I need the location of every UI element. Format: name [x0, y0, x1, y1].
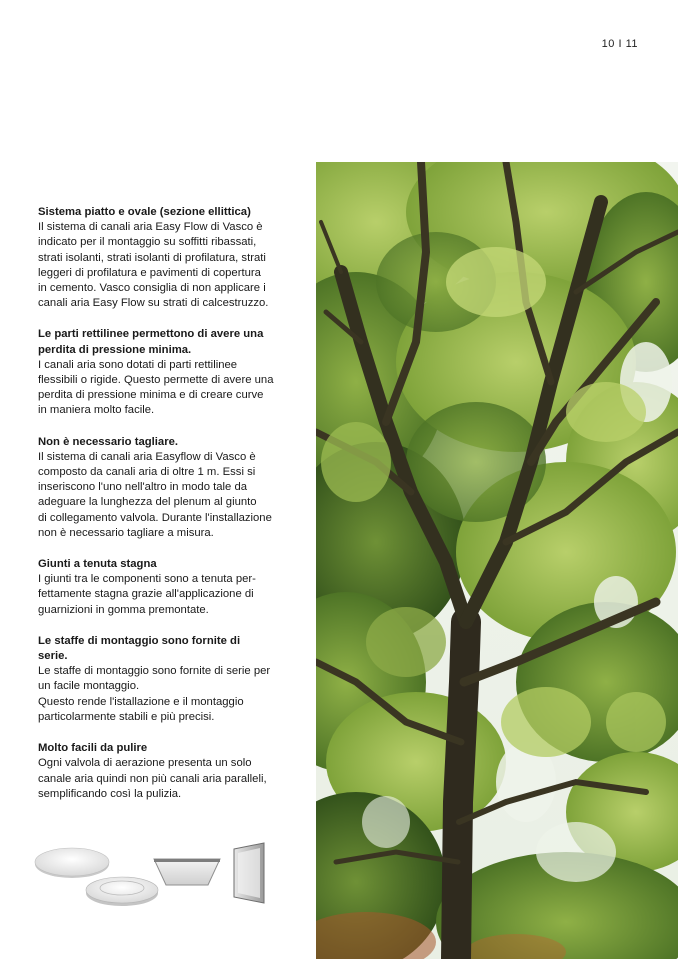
round-valve-image: [35, 848, 109, 878]
section-body: Il sistema di canali aria Easy Flow di Vasco è indicato per il montaggio su soffitti ribassati, strati isolanti, strati isolanti di profilatura, strati leggeri di profilatura e pavimenti di copertura in cemento. Vasco consiglia di non applicare i canali aria Easy Flow su strati di calcestruzzo.: [38, 221, 269, 310]
square-valve-image: [154, 859, 220, 885]
section-straight-parts: [38, 327, 278, 418]
wall-panel-image: [234, 843, 264, 903]
section-heading: Giunti a tenuta stagna: [38, 558, 157, 571]
section-body: I giunti tra le componenti sono a tenuta per- fettamente stagna grazie all'applicazione di guarnizioni in gomma premontate.: [38, 573, 256, 616]
tree-photo: [316, 162, 678, 959]
section-mounting-brackets: [38, 634, 278, 725]
section-body: Ogni valvola di aerazione presenta un solo canale aria quindi non più canali aria paralleli, semplificando così la pulizia.: [38, 757, 267, 800]
round-valve-open-image: [86, 877, 158, 906]
section-heading: Le staffe di montaggio sono fornite di serie.: [38, 634, 241, 663]
section-heading: Non è necessario tagliare.: [38, 435, 179, 448]
product-images: [30, 835, 280, 915]
section-flat-oval: [38, 205, 278, 311]
page-number: 10 I 11: [601, 38, 638, 50]
section-body: Il sistema di canali aria Easyflow di Vasco è composto da canali aria di oltre 1 m. Essi si inseriscono l'uno nell'altro in modo tale da adeguare la lunghezza del plenum al giunto di collegamento valvola. Durante l'installazione non è necessario tagliare a misura.: [38, 450, 272, 539]
section-body: Le staffe di montaggio sono fornite di serie per un facile montaggio. Questo rende l'istallazione e il montaggio particolarmente stabili e più precisi.: [38, 665, 271, 723]
section-heading: Le parti rettilinee permettono di avere una perdita di pressione minima.: [38, 328, 264, 356]
text-column: [38, 205, 278, 818]
section-easy-cleaning: [38, 741, 278, 802]
section-no-cutting: [38, 435, 278, 541]
section-airtight-joints: [38, 557, 278, 618]
section-heading: Molto facili da pulire: [38, 742, 148, 755]
section-body: I canali aria sono dotati di parti rettilinee flessibili o rigide. Questo permette di avere una perdita di pressione minima e di creare curve in maniera molto facile.: [38, 358, 274, 417]
section-heading: Sistema piatto e ovale (sezione ellittica): [38, 206, 251, 218]
